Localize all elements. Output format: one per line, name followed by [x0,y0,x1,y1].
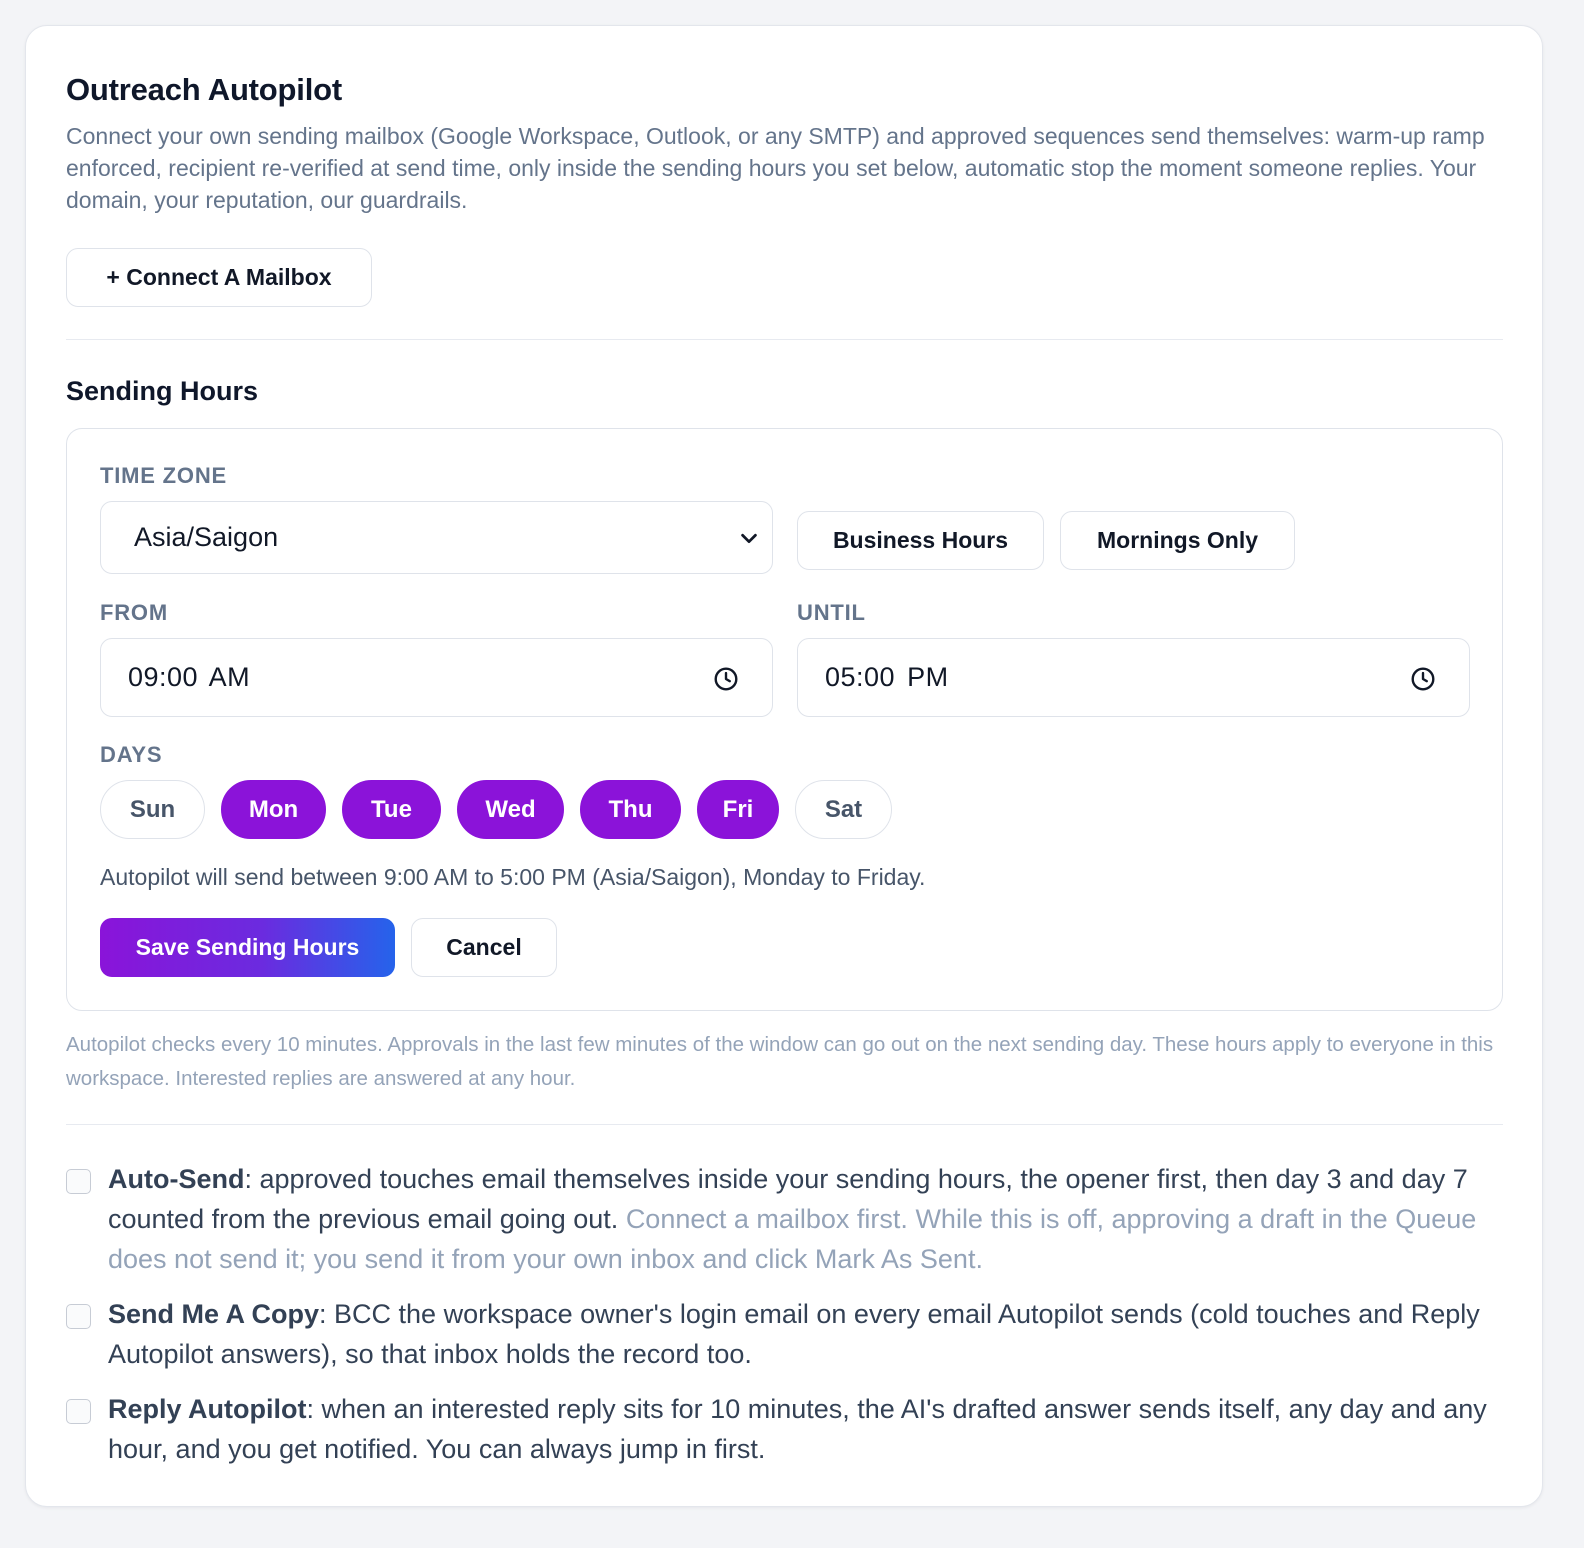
send-me-copy-title: Send Me A Copy [108,1299,320,1329]
divider [66,1124,1503,1125]
sending-hours-panel [66,428,1503,1011]
clock-icon[interactable] [713,666,739,692]
reply-autopilot-title: Reply Autopilot [108,1394,307,1424]
from-label: FROM [100,600,168,625]
from-time-value: 09:00 AM [128,662,251,692]
auto-send-title: Auto-Send [108,1164,245,1194]
send-me-copy-description [108,1294,1508,1374]
auto-send-checkbox[interactable] [66,1169,91,1194]
timezone-value: Asia/Saigon [134,522,279,552]
day-toggle-sun[interactable]: Sun [100,780,205,839]
save-sending-hours-button[interactable]: Save Sending Hours [100,918,395,977]
page-title: Outreach Autopilot [66,72,342,107]
intro-text: Connect your own sending mailbox (Google Workspace, Outlook, or any SMTP) and approved sequences send themselves: warm-up ramp enforced, recipient re-verified at send time, only inside the sending hours you set below, automatic stop the moment someone replies. Your domain, your reputation, our guardrails. [66,123,1485,213]
preset-business-hours-button[interactable]: Business Hours [797,511,1044,570]
connect-mailbox-link[interactable]: Connect a mailbox first. [625,1204,908,1234]
day-toggle-wed[interactable]: Wed [457,780,564,839]
autopilot-card [25,25,1543,1507]
sending-hours-title: Sending Hours [66,376,259,406]
day-toggle-sat[interactable]: Sat [795,780,892,839]
auto-send-text: : approved touches email themselves inside your sending hours, the opener first, then day 3 and day 7 counted from the previous email going out. [108,1164,1468,1234]
day-toggle-mon[interactable]: Mon [221,780,326,839]
day-toggle-tue[interactable]: Tue [342,780,441,839]
timezone-select[interactable] [100,501,773,574]
sending-hours-footnote: Autopilot checks every 10 minutes. Approvals in the last few minutes of the window can go out on the next sending day. These hours apply to everyone in this workspace. Interested replies are answered at any hour. [66,1033,1494,1090]
cancel-button[interactable]: Cancel [411,918,557,977]
chevron-down-icon [738,527,760,549]
send-me-copy-checkbox[interactable] [66,1304,91,1329]
schedule-summary: Autopilot will send between 9:00 AM to 5:00 PM (Asia/Saigon), Monday to Friday. [100,864,926,890]
timezone-label: TIME ZONE [100,463,227,488]
auto-send-off-note: While this is off, approving a draft in the Queue does not send it; you send it from your own inbox and click Mark As Sent. [108,1204,1477,1274]
until-time-input[interactable] [797,638,1470,717]
until-time-value: 05:00 PM [825,662,949,692]
auto-send-description [108,1159,1508,1279]
until-label: UNTIL [797,600,866,625]
days-label: DAYS [100,742,163,767]
reply-autopilot-text: : when an interested reply sits for 10 minutes, the AI's drafted answer sends itself, any day and any hour, and you get notified. You can always jump in first. [108,1394,1487,1464]
reply-autopilot-checkbox[interactable] [66,1399,91,1424]
day-toggle-fri[interactable]: Fri [697,780,779,839]
divider [66,339,1503,340]
day-toggle-thu[interactable]: Thu [580,780,681,839]
from-time-input[interactable] [100,638,773,717]
connect-mailbox-button[interactable]: + Connect A Mailbox [66,248,372,307]
send-me-copy-text: : BCC the workspace owner's login email on every email Autopilot sends (cold touches and Reply Autopilot answers), so that inbox holds the record too. [108,1299,1480,1369]
clock-icon[interactable] [1410,666,1436,692]
reply-autopilot-description [108,1389,1508,1469]
preset-mornings-only-button[interactable]: Mornings Only [1060,511,1295,570]
